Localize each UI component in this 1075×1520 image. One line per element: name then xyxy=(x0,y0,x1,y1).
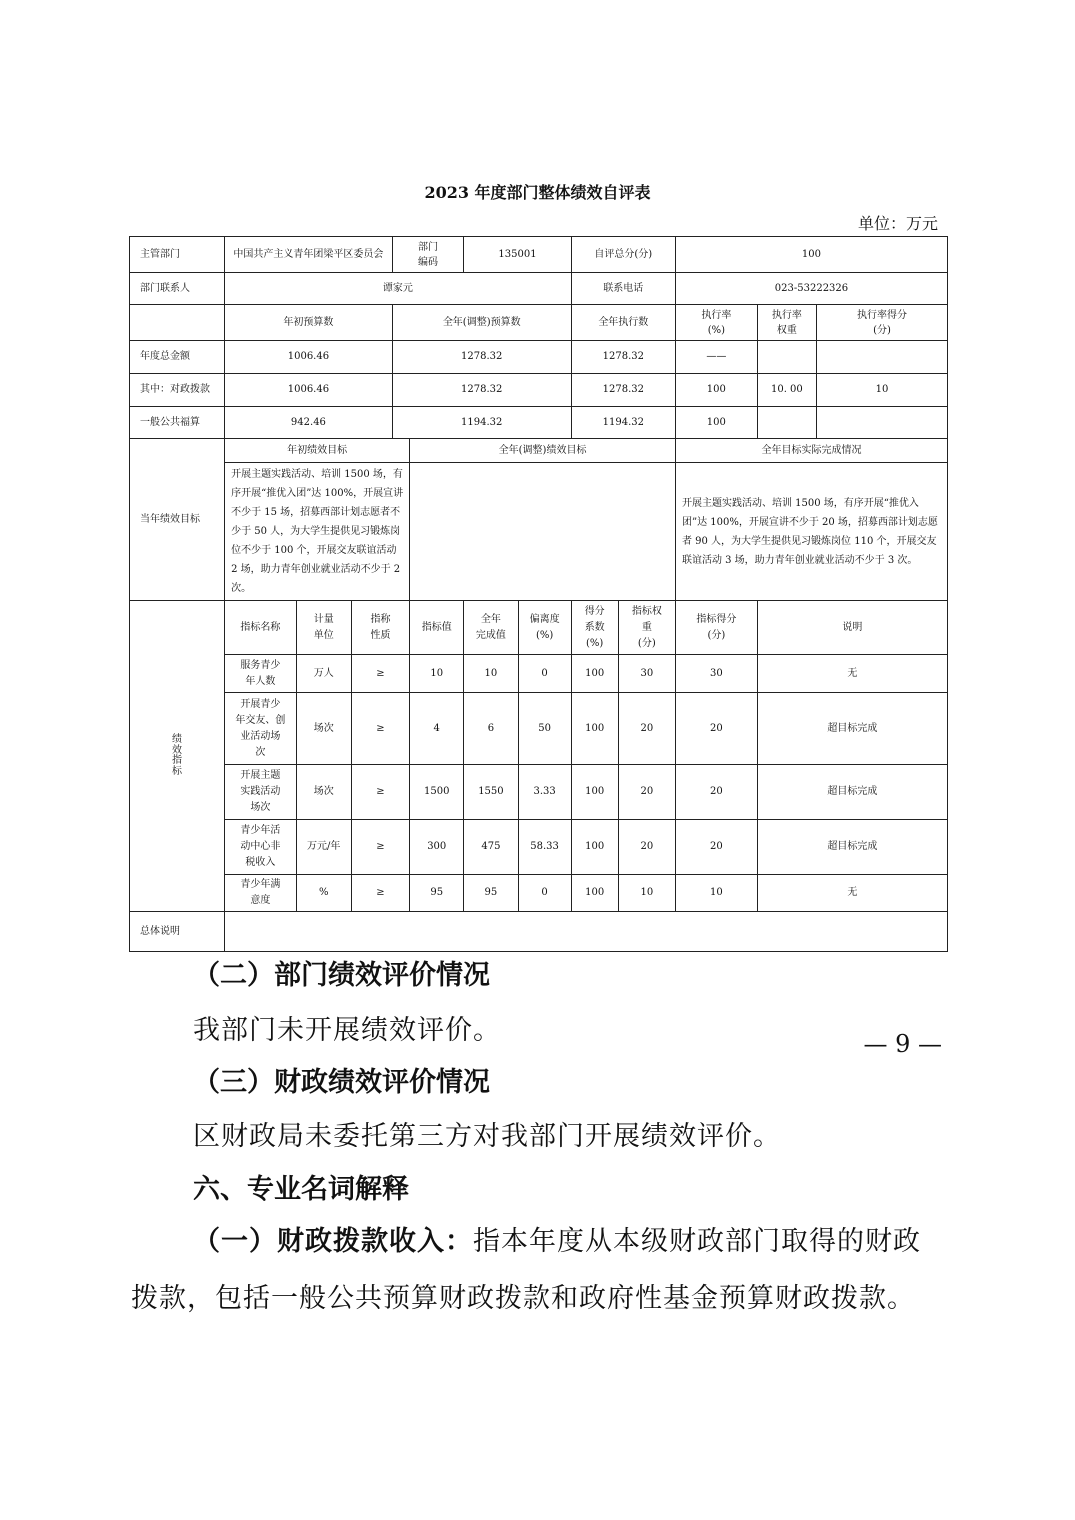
table-row xyxy=(130,693,948,765)
section3-text: 区财政局未委托第三方对我部门开展绩效评价。 xyxy=(193,1121,781,1152)
goal-adjusted xyxy=(410,463,676,601)
budget-cell xyxy=(817,407,948,439)
score-value: 100 xyxy=(675,237,947,273)
indicator-cell: 1550 xyxy=(464,765,518,820)
indicator-cell: 1500 xyxy=(410,765,464,820)
indicator-name: 服务青少 年人数 xyxy=(225,655,297,693)
budget-header: 年初预算数 xyxy=(225,305,393,341)
indicator-header: 指标得分 (分) xyxy=(675,601,757,655)
summary-value xyxy=(225,912,948,952)
indicator-header: 指称 性质 xyxy=(351,601,409,655)
section3-title: （三）财政绩效评价情况 xyxy=(193,1067,490,1098)
indicator-cell: 超目标完成 xyxy=(757,693,947,765)
indicator-cell: 20 xyxy=(675,820,757,875)
indicator-cell: 10 xyxy=(464,655,518,693)
indicator-cell: 0 xyxy=(518,655,571,693)
phone-label: 联系电话 xyxy=(571,273,675,305)
indicator-cell: 30 xyxy=(618,655,675,693)
budget-cell: 1278.32 xyxy=(571,374,675,407)
indicator-cell: ≥ xyxy=(351,693,409,765)
budget-cell: 10. 00 xyxy=(757,374,816,407)
contact-label: 部门联系人 xyxy=(130,273,225,305)
indicator-cell: 30 xyxy=(675,655,757,693)
indicator-header: 全年 完成值 xyxy=(464,601,518,655)
indicator-cell: 4 xyxy=(410,693,464,765)
indicator-cell: 20 xyxy=(675,693,757,765)
table-row xyxy=(130,407,948,439)
budget-cell: 1278.32 xyxy=(392,374,571,407)
indicator-name: 青少年活 动中心非 税收入 xyxy=(225,820,297,875)
budget-header: 执行率 权重 xyxy=(757,305,816,341)
budget-cell: 100 xyxy=(675,374,757,407)
budget-cell: 1278.32 xyxy=(392,341,571,374)
indicator-header: 偏离度 (%) xyxy=(518,601,571,655)
section2-text: 我部门未开展绩效评价。 xyxy=(193,1015,501,1046)
budget-cell: 1194.32 xyxy=(571,407,675,439)
table-row xyxy=(130,341,948,374)
indicator-cell: 100 xyxy=(571,765,618,820)
table-title: 2023 年度部门整体绩效自评表 xyxy=(424,183,651,202)
performance-table xyxy=(129,236,948,952)
indicator-cell: 10 xyxy=(675,875,757,912)
indicator-cell: ≥ xyxy=(351,875,409,912)
goal-header: 全年目标实际完成情况 xyxy=(675,439,947,463)
budget-row-label: 一般公共福算 xyxy=(130,407,225,439)
goal-header: 全年(调整)绩效目标 xyxy=(410,439,676,463)
indicator-cell: 万人 xyxy=(296,655,351,693)
indicator-cell: 无 xyxy=(757,655,947,693)
indicator-cell: 10 xyxy=(410,655,464,693)
indicator-cell: % xyxy=(296,875,351,912)
indicator-cell: 万元/年 xyxy=(296,820,351,875)
phone-value: 023-53222326 xyxy=(675,273,947,305)
term1-line xyxy=(193,1219,921,1258)
summary-label: 总体说明 xyxy=(130,912,225,952)
indicator-name: 开展主题 实践活动 场次 xyxy=(225,765,297,820)
table-row xyxy=(130,655,948,693)
indicator-header: 指标值 xyxy=(410,601,464,655)
indicator-cell: 3.33 xyxy=(518,765,571,820)
goal-header: 年初绩效目标 xyxy=(225,439,410,463)
goal-label: 当年绩效目标 xyxy=(130,439,225,601)
indicator-name: 青少年满 意度 xyxy=(225,875,297,912)
page-number: — 9 — xyxy=(863,1030,942,1058)
indicator-cell: 20 xyxy=(675,765,757,820)
term1-text: 指本年度从本级财政部门取得的财政 xyxy=(473,1226,921,1257)
indicator-cell: 超目标完成 xyxy=(757,820,947,875)
budget-cell: —— xyxy=(675,341,757,374)
indicator-cell: 场次 xyxy=(296,765,351,820)
table-row xyxy=(130,765,948,820)
table-row xyxy=(130,374,948,407)
code-label: 部门 编码 xyxy=(392,237,464,273)
table-row xyxy=(130,463,948,601)
indicator-cell: ≥ xyxy=(351,655,409,693)
budget-cell: 942.46 xyxy=(225,407,393,439)
indicator-cell: 0 xyxy=(518,875,571,912)
table-row xyxy=(130,273,948,305)
term1-title: （一）财政拨款收入： xyxy=(193,1226,473,1257)
budget-cell: 1278.32 xyxy=(571,341,675,374)
indicator-cell: 场次 xyxy=(296,693,351,765)
indicator-cell: 50 xyxy=(518,693,571,765)
budget-cell xyxy=(757,407,816,439)
indicator-cell: 10 xyxy=(618,875,675,912)
table-row xyxy=(130,820,948,875)
goal-initial: 开展主题实践活动、培训 1500 场，有序开展“推优入团”达 100%，开展宣讲不少于 15 场，招募西部计划志愿者不少于 50 人，为大学生提供见习锻炼岗位不少于 100 个，开展交友联谊活动 2 场，助力青年创业就业活动不少于 2 次。 xyxy=(225,463,410,601)
indicator-header: 说明 xyxy=(757,601,947,655)
indicator-cell: 6 xyxy=(464,693,518,765)
section2-title: （二）部门绩效评价情况 xyxy=(193,960,490,991)
table-row xyxy=(130,601,948,655)
indicator-cell: 100 xyxy=(571,875,618,912)
budget-cell: 1006.46 xyxy=(225,341,393,374)
empty-cell xyxy=(130,305,225,341)
table-row xyxy=(130,305,948,341)
indicator-cell: 100 xyxy=(571,820,618,875)
budget-header: 执行率 (%) xyxy=(675,305,757,341)
indicator-header: 得分 系数 (%) xyxy=(571,601,618,655)
section6-title: 六、专业名词解释 xyxy=(193,1174,409,1205)
goal-actual: 开展主题实践活动、培训 1500 场，有序开展“推优入团”达 100%，开展宣讲不少于 20 场，招募西部计划志愿者 90 人，为大学生提供见习锻炼岗位 110 个，开展交友联谊活动 3 场，助力青年创业就业活动不少于 3 次。 xyxy=(675,463,947,601)
indicator-cell: 超目标完成 xyxy=(757,765,947,820)
budget-row-label: 其中：对政拨款 xyxy=(130,374,225,407)
indicator-cell: 95 xyxy=(464,875,518,912)
dept-value: 中国共产主义青年团梁平区委员会 xyxy=(225,237,393,273)
indicator-cell: 20 xyxy=(618,693,675,765)
budget-header: 执行率得分 (分) xyxy=(817,305,948,341)
contact-value: 谭家元 xyxy=(225,273,572,305)
budget-cell xyxy=(757,341,816,374)
indicator-cell: 100 xyxy=(571,655,618,693)
indicator-cell: 20 xyxy=(618,765,675,820)
table-row xyxy=(130,237,948,273)
budget-header: 全年执行数 xyxy=(571,305,675,341)
term1-continuation: 拨款，包括一般公共预算财政拨款和政府性基金预算财政拨款。 xyxy=(131,1283,915,1314)
indicator-cell: 无 xyxy=(757,875,947,912)
indicator-cell: 100 xyxy=(571,693,618,765)
indicator-cell: ≥ xyxy=(351,765,409,820)
unit-label: 单位：万元 xyxy=(857,214,938,233)
indicator-cell: 58.33 xyxy=(518,820,571,875)
budget-cell: 1194.32 xyxy=(392,407,571,439)
dept-label: 主管部门 xyxy=(130,237,225,273)
table-row xyxy=(130,875,948,912)
indicator-label: 绩 效 指 标 xyxy=(130,601,225,912)
table-row xyxy=(130,439,948,463)
budget-header: 全年(调整)预算数 xyxy=(392,305,571,341)
indicator-cell: 300 xyxy=(410,820,464,875)
indicator-cell: 475 xyxy=(464,820,518,875)
score-label: 自评总分(分) xyxy=(571,237,675,273)
budget-cell: 100 xyxy=(675,407,757,439)
budget-cell: 1006.46 xyxy=(225,374,393,407)
budget-row-label: 年度总金额 xyxy=(130,341,225,374)
indicator-cell: 20 xyxy=(618,820,675,875)
indicator-header: 指标权 重 (分) xyxy=(618,601,675,655)
budget-cell xyxy=(817,341,948,374)
code-value: 135001 xyxy=(464,237,571,273)
indicator-cell: 95 xyxy=(410,875,464,912)
budget-cell: 10 xyxy=(817,374,948,407)
table-row xyxy=(130,912,948,952)
indicator-cell: ≥ xyxy=(351,820,409,875)
indicator-header: 指标名称 xyxy=(225,601,297,655)
indicator-header: 计量 单位 xyxy=(296,601,351,655)
indicator-name: 开展青少 年交友、创 业活动场 次 xyxy=(225,693,297,765)
